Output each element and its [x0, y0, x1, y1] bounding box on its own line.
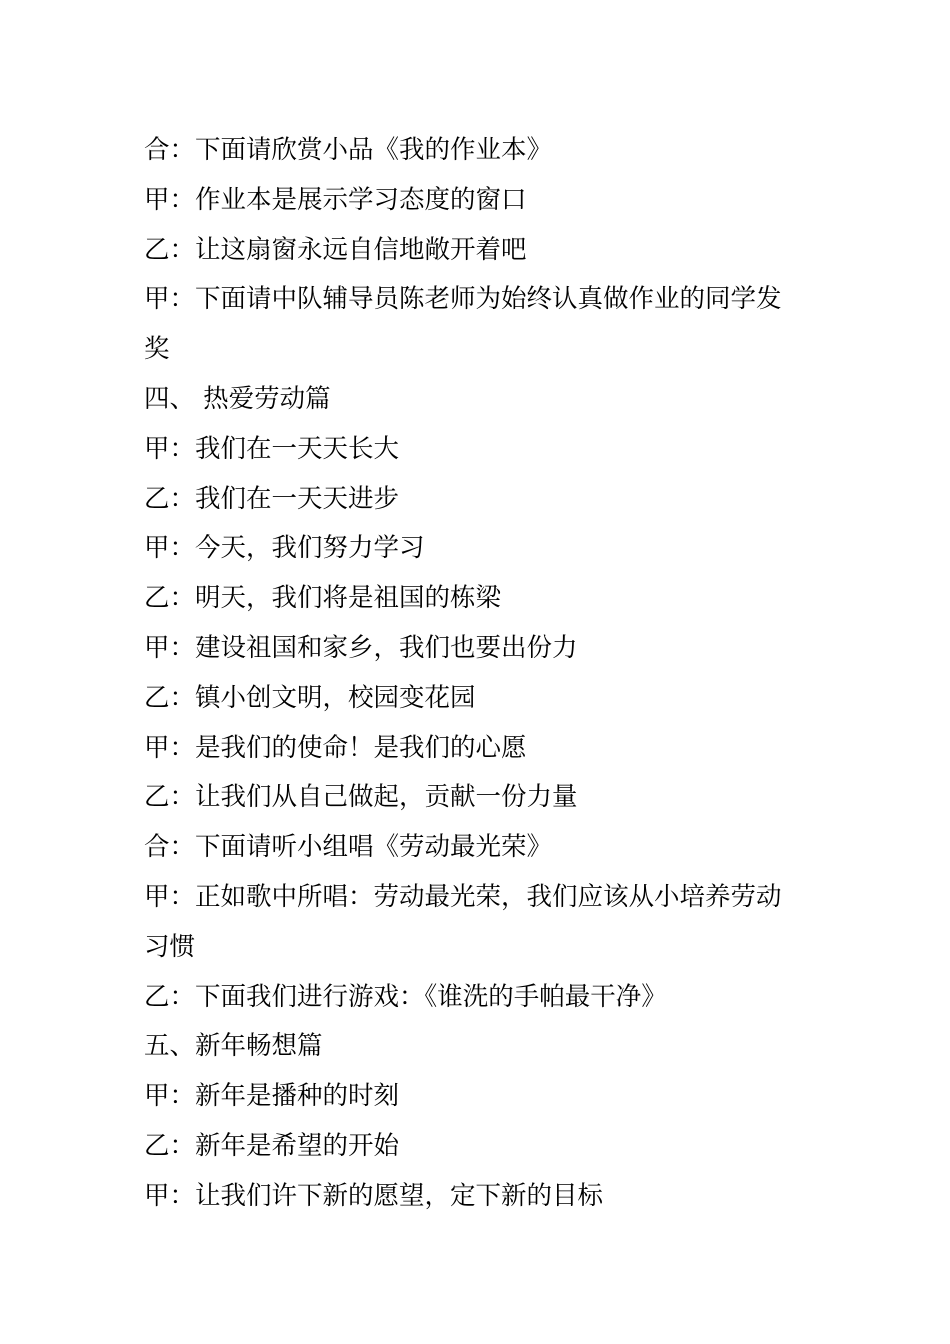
script-line: 甲：今天，我们努力学习	[144, 533, 425, 564]
script-line: 乙：新年是希望的开始	[144, 1130, 400, 1161]
script-line: 甲：新年是播种的时刻	[144, 1081, 400, 1112]
script-line: 甲：作业本是展示学习态度的窗口	[144, 184, 527, 215]
script-line: 合：下面请听小组唱《劳动最光荣》	[144, 832, 553, 863]
script-line: 甲：我们在一天天长大	[144, 433, 400, 464]
script-line: 乙：我们在一天天进步	[144, 483, 400, 514]
script-line: 合：下面请欣赏小品《我的作业本》	[144, 135, 553, 165]
script-line-continuation: 习惯	[144, 931, 196, 962]
script-line: 甲：让我们许下新的愿望，定下新的目标	[144, 1180, 604, 1211]
script-line: 乙：下面我们进行游戏：《谁洗的手帕最干净》	[144, 981, 667, 1012]
section-heading: 四、 热爱劳动篇	[144, 383, 331, 414]
section-heading: 五、新年畅想篇	[144, 1031, 323, 1062]
script-line: 甲：建设祖国和家乡，我们也要出份力	[144, 632, 578, 663]
script-line: 乙：让这扇窗永远自信地敞开着吧	[144, 234, 527, 265]
script-line: 乙：镇小创文明，校园变花园	[144, 682, 476, 713]
script-line: 甲：下面请中队辅导员陈老师为始终认真做作业的同学发	[144, 284, 782, 315]
script-line: 甲：是我们的使命！是我们的心愿	[144, 732, 527, 763]
script-line: 乙：让我们从自己做起，贡献一份力量	[144, 782, 578, 813]
script-line: 甲：正如歌中所唱：劳动最光荣，我们应该从小培养劳动	[144, 881, 782, 912]
script-line: 乙：明天，我们将是祖国的栋梁	[144, 583, 502, 614]
document-body	[144, 126, 824, 1222]
script-line-continuation: 奖	[144, 334, 170, 365]
